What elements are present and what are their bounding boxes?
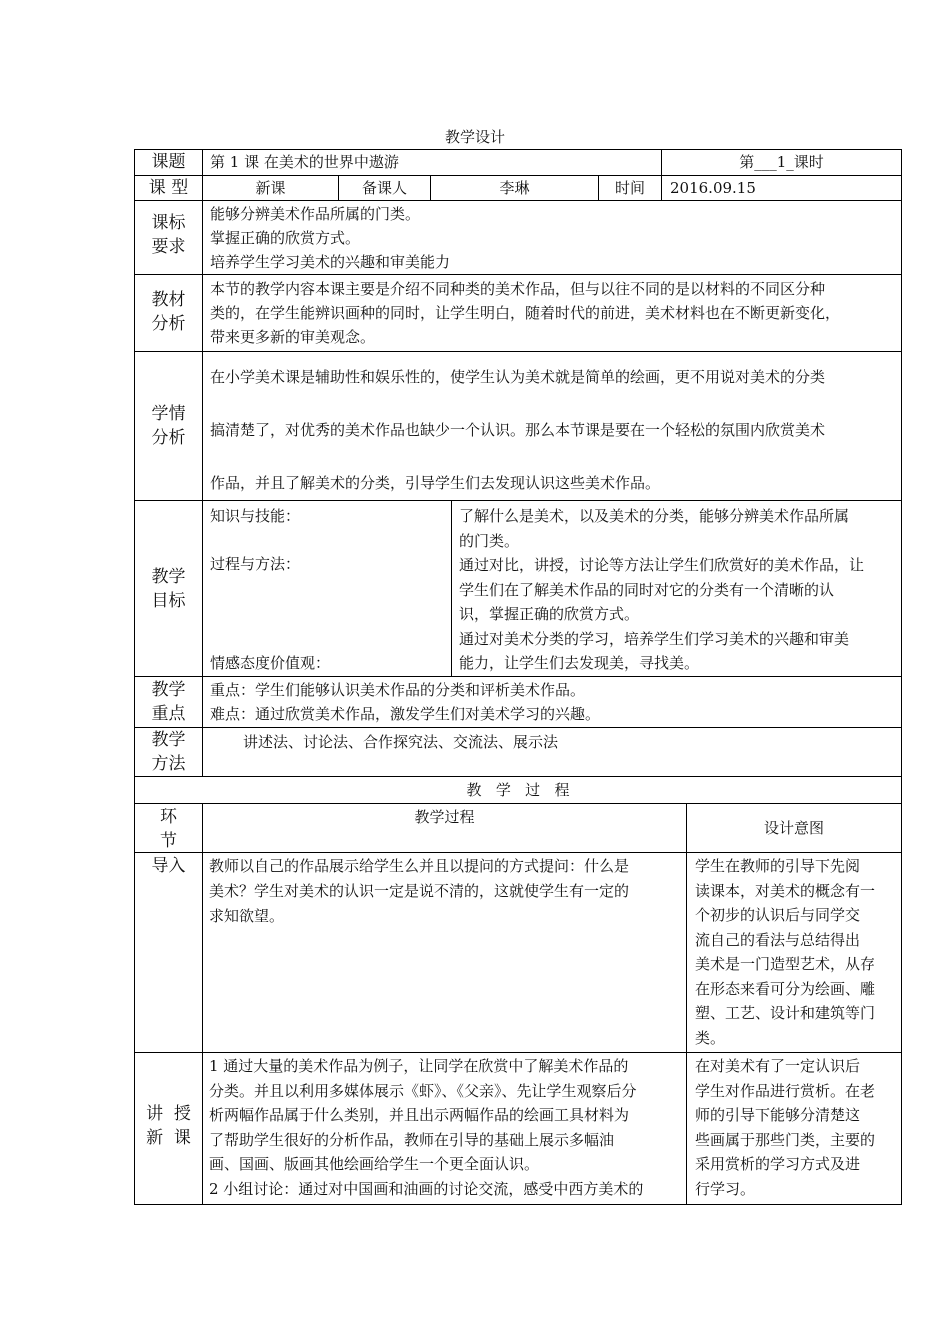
intro-stage: 导入	[151, 856, 186, 876]
period-value: 第___1_课时	[739, 153, 824, 171]
type-label: 课 型	[148, 178, 189, 198]
process-method-label: 过程与方法：	[210, 555, 301, 573]
new-lesson-stage: 讲 授 新 课	[146, 1104, 191, 1148]
key-point: 重点：学生们能够认识美术作品的分类和评析美术作品。	[210, 681, 586, 699]
process-heading: 教 学 过 程	[466, 781, 570, 799]
intent-column-header: 设计意图	[763, 819, 824, 837]
students-text: 在小学美术课是辅助性和娱乐性的，使学生认为美术就是简单的绘画，更不用说对美术的分类 搞清楚了，对优秀的美术作品也缺少一个认识。那么本节课是要在一个轻松的氛围内欣赏美术 作品，并且了解美术的分类，引导学生们去发现认识这些美术作品。	[210, 368, 826, 492]
students-label: 学情 分析	[151, 404, 186, 448]
preparer-value: 李琳	[499, 179, 530, 197]
intro-intent: 学生在教师的引导下先阅 读课本，对美术的概念有一 个初步的认识后与同学交 流自己的看法与总结得出 美术是一门造型艺术，从存 在形态来看可分为绘画、雕 塑、工艺、设计和建筑等门 类。	[695, 857, 876, 1047]
time-label: 时间	[614, 179, 645, 197]
standards-text: 能够分辨美术作品所属的门类。 掌握正确的欣赏方式。 培养学生学习美术的兴趣和审美能力	[210, 205, 451, 271]
topic-value: 第 1 课 在美术的世界中遨游	[210, 153, 399, 171]
preparer-label: 备课人	[361, 179, 407, 197]
material-label: 教材 分析	[151, 290, 186, 334]
methods-label: 教学 方法	[151, 730, 186, 774]
difficulty-point: 难点：通过欣赏美术作品，激发学生们对美术学习的兴趣。	[210, 705, 601, 723]
methods-text: 讲述法、讨论法、合作探究法、交流法、展示法	[243, 733, 559, 751]
objectives-text: 了解什么是美术，以及美术的分类，能够分辨美术作品所属 的门类。 通过对比，讲授，讨论等方法让学生们欣赏好的美术作品，让 学生们在了解美术作品的同时对它的分类有一个清晰的认 识，掌握正确的欣赏方式。 通过对美术分类的学习，培养学生们学习美术的兴趣和审美 能力，让学生们去发现美，寻找美。	[459, 507, 865, 672]
process-column-header: 教学过程	[414, 808, 475, 826]
stage-column-header: 环 节	[160, 807, 177, 851]
date-value: 2016.09.15	[670, 179, 756, 197]
type-value: 新课	[255, 179, 286, 197]
document-title: 教学设计	[444, 128, 505, 146]
focus-label: 教学 重点	[151, 680, 186, 724]
objectives-label: 教学 目标	[151, 567, 186, 611]
knowledge-label: 知识与技能：	[210, 507, 301, 525]
standards-label: 课标 要求	[151, 213, 186, 257]
focus-text	[210, 678, 896, 726]
topic-label: 课题	[151, 152, 186, 172]
new-lesson-intent: 在对美术有了一定认识后 学生对作品进行赏析。在老 师的引导下能够分清楚这 些画属于那些门类，主要的 采用赏析的学习方式及进 行学习。	[695, 1057, 876, 1198]
intro-process: 教师以自己的作品展示给学生么并且以提问的方式提问：什么是 美术？学生对美术的认识一定是说不清的，这就使学生有一定的 求知欲望。	[209, 857, 630, 925]
new-lesson-process: 1 通过大量的美术作品为例子，让同学在欣赏中了解美术作品的 分类。并且以利用多媒体展示《虾》、《父亲》、先让学生观察后分 析两幅作品属于什么类别，并且出示两幅作品的绘画工具材料为 了帮助学生很好的分析作品，教师在引导的基础上展示多幅油 画、国画、版画其他绘画给学生一个更全面认识。 2 小组讨论：通过对中国画和油画的讨论交流，感受中西方美术的	[209, 1057, 644, 1198]
emotion-label: 情感态度价值观：	[210, 654, 331, 672]
material-text: 本节的教学内容本课主要是介绍不同种类的美术作品，但与以往不同的是以材料的不同区分种 类的，在学生能辨识画种的同时，让学生明白，随着时代的前进，美术材料也在不断更新变化， 带来更多新的审美观念。	[210, 280, 841, 346]
